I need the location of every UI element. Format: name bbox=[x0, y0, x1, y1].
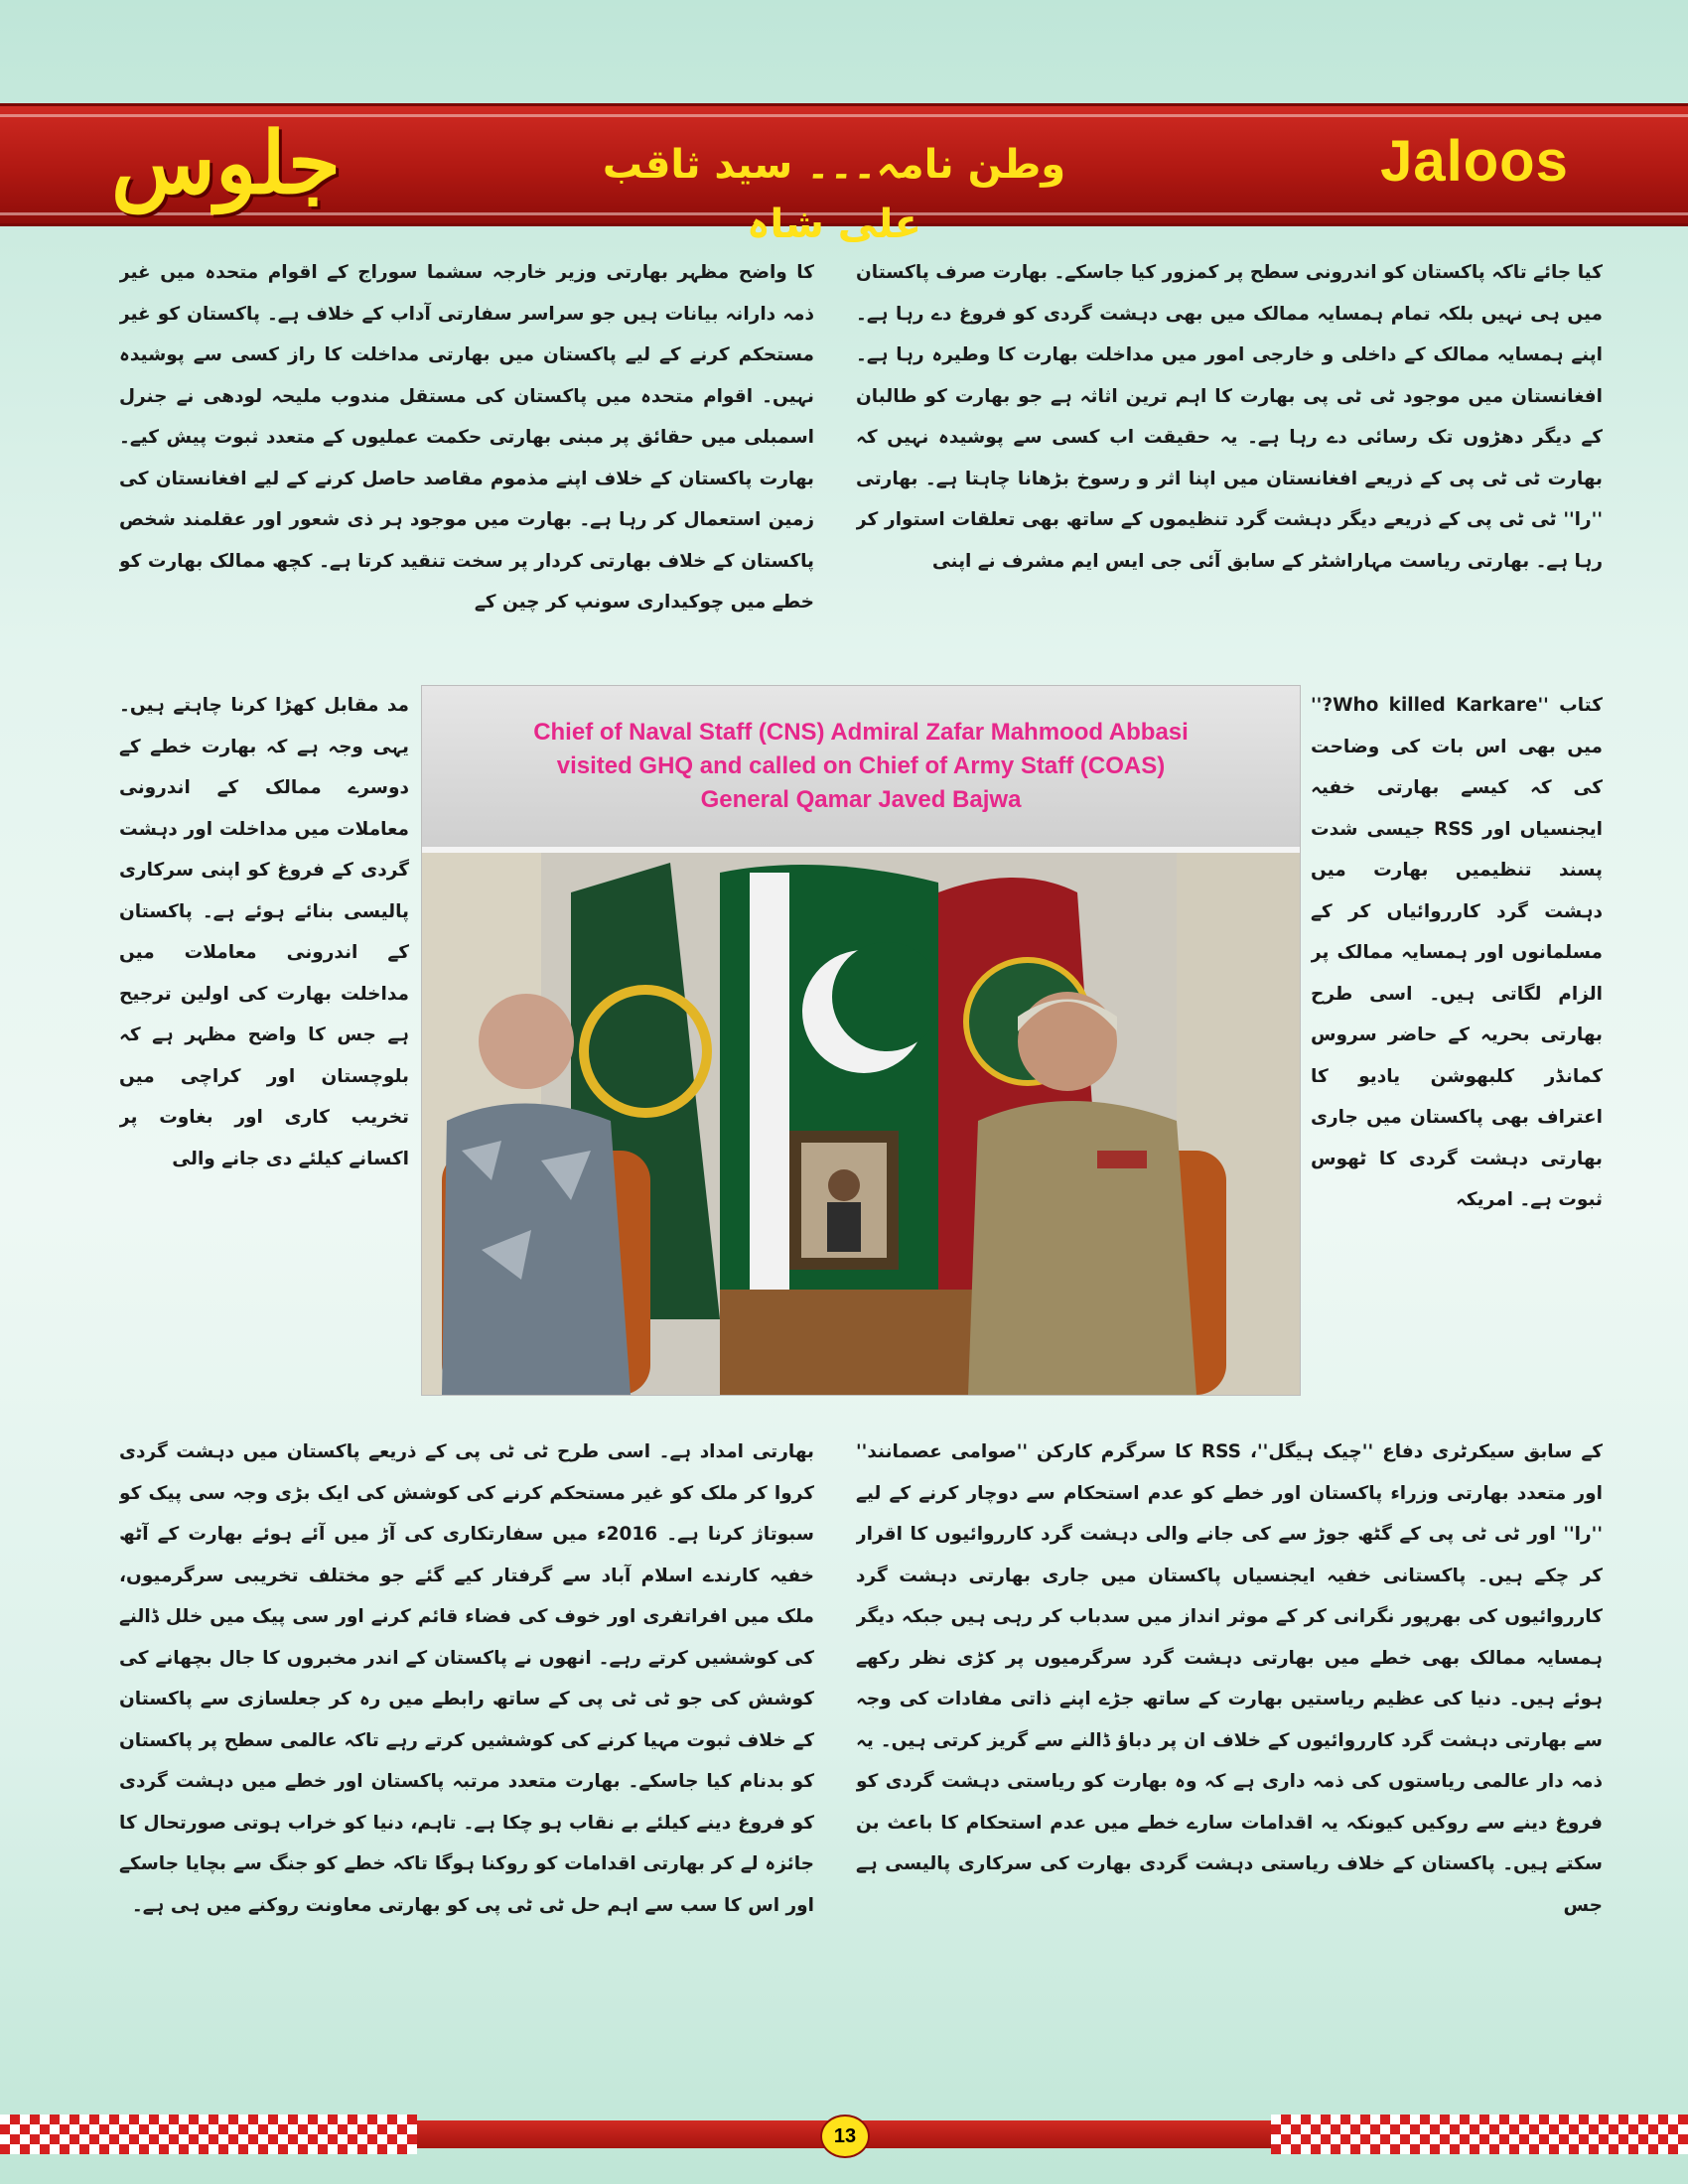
article-text: بھارتی امداد ہے۔ اسی طرح ٹی ٹی پی کے ذریعے پاکستان میں دہشت گردی کروا کر ملک کو غیر مستحکم کرنے کی کوشش کی ایک بڑی وجہ سی پیک کو سبوتاژ کرنا ہے۔ 2016ء میں سفارتکاری کی آڑ میں آئے ہوئے بھارت کے آٹھ خفیہ کارندے اسلام آباد سے گرفتار کیے گئے جو مختلف تخریبی سرگرمیوں، ملک میں افراتفری اور خوف کی فضاء قائم کرنے اور سی پیک میں خلل ڈالنے کی کوششیں کرتے رہے۔ انھوں نے پاکستان کے اندر مخبروں کا جال بچھانے کی کوشش کی جو ٹی ٹی پی کے ساتھ رابطے میں رہ کر جعلسازی سے پاکستان کے خلاف ثبوت مہیا کرنے کی کوششیں کرتے رہے تاکہ عالمی سطح پر پاکستان کو بدنام کیا جاسکے۔ بھارت متعدد مرتبہ پاکستان اور خطے میں دہشت گردی کو فروغ دینے کیلئے بے نقاب ہو چکا ہے۔ تاہم، دنیا کو خراب ہوتی صورتحال کا جائزہ لے کر بھارتی اقدامات کو روکنا ہوگا تاکہ خطے کو جنگ سے بچایا جاسکے اور اس کا سب سے اہم حل ٹی ٹی پی کو بھارتی معاونت روکنے میں ہی ہے۔ bbox=[119, 1441, 814, 1916]
article-column-right-mid bbox=[1311, 685, 1603, 1380]
photo-figure bbox=[421, 685, 1301, 1396]
checker-pattern-left bbox=[0, 2115, 417, 2154]
page-footer bbox=[0, 2115, 1688, 2154]
article-column-left-mid bbox=[119, 685, 409, 1422]
page-number: 13 bbox=[820, 2115, 870, 2158]
magazine-logo-latin: Jaloos bbox=[1380, 129, 1569, 194]
naval-officer bbox=[479, 994, 574, 1089]
meeting-photo-illustration bbox=[422, 853, 1300, 1395]
article-text: مد مقابل کھڑا کرنا چاہتے ہیں۔ یہی وجہ ہے کہ بھارت خطے کے دوسرے ممالک کے اندرونی معاملات میں مداخلت اور دہشت گردی کے فروغ کو اپنی سرکاری پالیسی بنائے ہوئے ہے۔ پاکستان کے اندرونی معاملات میں مداخلت بھارت کی اولین ترجیح ہے جس کا واضح مظہر ہے کہ بلوچستان اور کراچی میں تخریب کاری اور بغاوت پر اکسانے کیلئے دی جانے والی bbox=[119, 695, 409, 1169]
article-text: کا واضح مظہر بھارتی وزیر خارجہ سشما سوراج کے اقوام متحدہ میں غیر ذمہ دارانہ بیانات ہیں جو سراسر سفارتی آداب کے خلاف ہے۔ پاکستان کو غیر مستحکم کرنے کے لیے پاکستان میں بھارتی مداخلت کا راز کسی سے پوشیدہ نہیں۔ اقوام متحدہ میں پاکستان کی مستقل مندوب ملیحہ لودھی نے جنرل اسمبلی میں حقائق پر مبنی بھارتی حکمت عملیوں کے متعدد ثبوت پیش کیے۔ بھارت پاکستان کے خلاف اپنے مذموم مقاصد حاصل کرنے کے لیے افغانستان کی زمین استعمال کر رہا ہے۔ بھارت میں موجود ہر ذی شعور اور عقلمند شخص پاکستان کے خلاف بھارتی کردار پر سخت تنقید کرتا ہے۔ کچھ ممالک بھارت کو خطے میں چوکیداری سونپ کر چین کے bbox=[119, 262, 814, 613]
caption-line-1: Chief of Naval Staff (CNS) Admiral Zafar Mahmood Abbasi bbox=[533, 719, 1189, 746]
side-table bbox=[720, 1290, 988, 1395]
column-byline: وطن نامہ۔۔۔ سید ثاقب علی شاہ bbox=[602, 142, 1066, 247]
article-text: کتاب ''Who killed Karkare?'' میں بھی اس بات کی وضاحت کی کہ کیسے بھارتی خفیہ ایجنسیاں اور RSS جیسی شدت پسند تنظیمیں بھارت میں دہشت گرد کارروائیاں کر کے مسلمانوں اور ہمسایہ ممالک پر الزام لگاتی ہیں۔ اسی طرح بھارتی بحریہ کے حاضر سروس کمانڈر کلبھوشن یادیو کا اعتراف بھی پاکستان میں جاری بھارتی دہشت گردی کا ٹھوس ثبوت ہے۔ امریکہ bbox=[1311, 695, 1603, 1210]
article-column-right-top bbox=[856, 252, 1603, 685]
photo-caption bbox=[422, 686, 1300, 847]
article-column-left-bottom bbox=[119, 1432, 814, 2069]
meeting-photo bbox=[422, 853, 1300, 1395]
caption-line-2: visited GHQ and called on Chief of Army Staff (COAS) bbox=[556, 752, 1166, 779]
caption-line-3: General Qamar Javed Bajwa bbox=[700, 786, 1022, 813]
article-text: کے سابق سیکرٹری دفاع ''چیک ہیگل''، RSS کا سرگرم کارکن ''صوامی عصمانند'' اور متعدد بھارتی وزراء پاکستان اور خطے کو عدم استحکام سے دوچار کرنے کے لیے ''را'' اور ٹی ٹی پی کے گٹھ جوڑ سے کی جانے والی دہشت گرد کارروائیوں کا اقرار کر چکے ہیں۔ پاکستانی خفیہ ایجنسیاں پاکستان میں جاری بھارتی دہشت گرد کارروائیوں کی بھرپور نگرانی کر کے موثر انداز میں سدباب کر رہی ہیں جبکہ دیگر ہمسایہ ممالک بھی خطے میں بھارتی دہشت گرد سرگرمیوں پر کڑی نظر رکھے ہوئے ہیں۔ دنیا کی عظیم ریاستیں بھارت کے ساتھ جڑے اپنے ذاتی مفادات کی وجہ سے بھارتی دہشت گرد کارروائیوں کے خلاف ان پر دباؤ ڈالنے سے گریز کرتی ہیں۔ یہ ذمہ دار عالمی ریاستوں کی ذمہ داری ہے کہ وہ بھارت کو ریاستی دہشت گردی کو فروغ دینے سے روکیں کیونکہ یہ اقدامات سارے خطے میں عدم استحکام کا باعث بن سکتے ہیں۔ پاکستان کے خلاف ریاستی دہشت گردی بھارت کی سرکاری پالیسی ہے جس bbox=[856, 1441, 1603, 1916]
article-column-right-bottom bbox=[856, 1432, 1603, 2069]
article-column-left-top bbox=[119, 252, 814, 685]
army-officer bbox=[1018, 992, 1117, 1091]
magazine-logo-urdu: جلوس bbox=[111, 113, 342, 213]
article-text: کیا جائے تاکہ پاکستان کو اندرونی سطح پر کمزور کیا جاسکے۔ بھارت صرف پاکستان میں ہی نہیں بلکہ تمام ہمسایہ ممالک میں بھی دہشت گردی کو فروغ دے رہا ہے۔ اپنے ہمسایہ ممالک کے داخلی و خارجی امور میں مداخلت بھارت کا وطیرہ رہا ہے۔ افغانستان میں موجود ٹی ٹی پی بھارت کا اہم ترین اثاثہ ہے جو بھارت کو طالبان کے دیگر دھڑوں تک رسائی دے رہا ہے۔ یہ حقیقت اب کسی سے پوشیدہ نہیں کہ بھارت ٹی ٹی پی کے ذریعے افغانستان میں اپنا اثر و رسوخ بڑھانا چاہتا ہے۔ بھارتی ''را'' ٹی ٹی پی کے ذریعے دیگر دہشت گرد تنظیموں کے ساتھ بھی تعلقات استوار کر رہا ہے۔ بھارتی ریاست مہاراشٹر کے سابق آئی جی ایس ایم مشرف نے اپنی bbox=[856, 262, 1603, 572]
checker-pattern-right bbox=[1271, 2115, 1688, 2154]
